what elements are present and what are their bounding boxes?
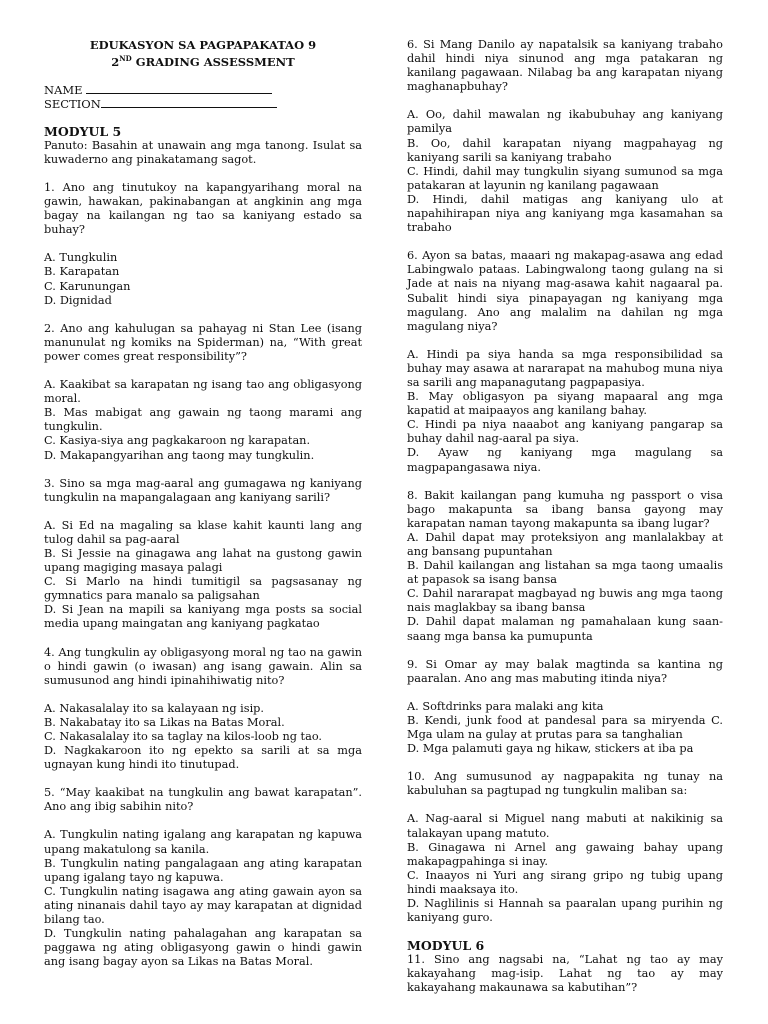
- choice-d: D. Naglilinis si Hannah sa paaralan upang purihin ng kaniyang guro.: [407, 896, 723, 925]
- module-6-heading: MODYUL 6: [407, 938, 485, 954]
- choice-d: D. Mga palamuti gaya ng hikaw, stickers at iba pa: [407, 742, 694, 756]
- question-1: [44, 181, 362, 308]
- choice-b: B. May obligasyon pa siyang mapaaral ang mga kapatid at maipaayos ang kanilang bahay.: [407, 390, 723, 418]
- question-10: [407, 770, 723, 925]
- choice-c: C. Tungkulin nating isagawa ang ating gawain ayon sa ating ninanais dahil tayo ay may karapatan at dignidad bilang tao.: [44, 884, 362, 927]
- choice-a: A. Tungkulin nating igalang ang karapatan ng kapuwa upang makatulong sa kanila.: [44, 828, 362, 856]
- question-11: [407, 953, 723, 995]
- choice-b: B. Mas mabigat ang gawain ng taong marami ang tungkulin.: [44, 406, 362, 434]
- question-text: 9. Si Omar ay may balak magtinda sa kantina ng paaralan. Ano ang mas mabuting itinda niya?: [407, 657, 723, 685]
- question-6-jade: [407, 249, 723, 474]
- choice-c: C. Hindi pa niya naaabot ang kaniyang pangarap sa buhay dahil nag-aaral pa siya.: [407, 418, 723, 446]
- document-title: EDUKASYON SA PAGPAPAKATAO 9: [89, 38, 317, 52]
- choice-d: D. Nagkakaroon ito ng epekto sa sarili at sa mga ugnayan kung hindi ito tinutupad.: [44, 744, 362, 772]
- question-text: 4. Ang tungkulin ay obligasyong moral ng tao na gawin o hindi gawin (o iwasan) ang isang gawain. Alin sa sumusunod ang hindi ipinahihiwatig nito?: [44, 645, 362, 687]
- question-5: [44, 786, 362, 969]
- section-line[interactable]: [101, 97, 277, 108]
- section-label: SECTION: [44, 96, 101, 111]
- choice-a: A. Nakasalalay ito sa kalayaan ng isip.: [44, 701, 265, 715]
- choice-c: C. Hindi, dahil may tungkulin siyang sumunod sa mga patakaran at layunin ng kanilang pagawaan: [407, 164, 723, 192]
- choice-c: C. Dahil nararapat magbayad ng buwis ang mga taong nais maglakbay sa ibang bansa: [407, 587, 723, 615]
- choice-d: D. Dignidad: [44, 293, 112, 307]
- question-3: [44, 477, 362, 632]
- question-text: 10. Ang sumusunod ay nagpapakita ng tunay na kabuluhan sa pagtupad ng tungkulin maliban sa:: [407, 770, 723, 798]
- choice-b: B. Si Jessie na ginagawa ang lahat na gustong gawin upang magiging masaya palagi: [44, 546, 362, 575]
- choice-b: B. Oo, dahil karapatan niyang magpahayag ng kaniyang sarili sa kaniyang trabaho: [407, 136, 723, 164]
- choice-c: C. Inaayos ni Yuri ang sirang gripo ng tubig upang hindi maaksaya ito.: [407, 868, 723, 896]
- choice-d: D. Si Jean na mapili sa kaniyang mga posts sa social media upang maingatan ang kaniyang pagkatao: [44, 603, 362, 631]
- choice-a: A. Hindi pa siya handa sa mga responsibilidad sa buhay may asawa at nararapat na mahubog muna niya sa sarili ang mapanagutang pagpapasiya.: [407, 347, 723, 389]
- instructions: [44, 139, 362, 167]
- choice-a: A. Softdrinks para malaki ang kita: [407, 699, 604, 713]
- subtitle-number: 2: [111, 54, 120, 69]
- choice-b: B. Karapatan: [44, 265, 120, 279]
- choice-d: D. Dahil dapat malaman ng pamahalaan kung saan-saang mga bansa ka pumupunta: [407, 615, 723, 643]
- name-label: NAME: [44, 82, 83, 97]
- choice-a: A. Dahil dapat may proteksiyon ang manlalakbay at ang bansang pupuntahan: [407, 530, 723, 558]
- document-subtitle: [44, 52, 362, 69]
- left-column: [44, 38, 362, 969]
- choice-d: D. Hindi, dahil matigas ang kaniyang ulo at napahihirapan niya ang kaniyang mga kasamahan sa trabaho: [407, 192, 723, 235]
- choice-a: A. Si Ed na magaling sa klase kahit kaunti lang ang tulog dahil sa pag-aaral: [44, 518, 362, 546]
- module-5-heading: MODYUL 5: [44, 123, 122, 139]
- choice-c: C. Karunungan: [44, 279, 131, 293]
- subtitle-ordinal: ND: [119, 54, 132, 63]
- choice-b: B. Dahil kailangan ang listahan sa mga taong umaalis at papasok sa isang bansa: [407, 559, 723, 587]
- choice-d: D. Tungkulin nating pahalagahan ang karapatan sa paggawa ng ating obligasyong gawin o hindi gawin ang isang bagay ayon sa Likas na Batas Moral.: [44, 927, 362, 969]
- question-text: 1. Ano ang tinutukoy na kapangyarihang moral na gawin, hawakan, pakinabangan at angkinin ang mga bagay na kailangan ng tao sa kaniyang estado sa buhay?: [44, 181, 362, 237]
- right-column: [407, 38, 723, 995]
- question-text: 2. Ano ang kahulugan sa pahayag ni Stan Lee (isang manunulat ng komiks na Spiderman) na, “With great power comes great responsibility”?: [44, 321, 362, 363]
- choice-d: D. Makapangyarihan ang taong may tungkulin.: [44, 448, 315, 462]
- instructions-text: Panuto: Basahin at unawain ang mga tanong. Isulat sa kuwaderno ang pinakatamang sagot.: [44, 138, 362, 166]
- question-8: [407, 489, 723, 644]
- choice-b-c: B. Kendi, junk food at pandesal para sa miryenda C. Mga ulam na gulay at prutas para sa tanghalian: [407, 713, 723, 742]
- choice-a: A. Kaakibat sa karapatan ng isang tao ang obligasyong moral.: [44, 378, 362, 406]
- question-text: 6. Si Mang Danilo ay napatalsik sa kaniyang trabaho dahil hindi niya sinunod ang mga patakaran ng kanilang pagawaan. Nilabag ba ang karapatan niyang maghanapbuhay?: [407, 38, 723, 94]
- choice-b: B. Ginagawa ni Arnel ang gawaing bahay upang makapagpahinga si inay.: [407, 840, 723, 868]
- question-2: [44, 322, 362, 463]
- choice-c: C. Nakasalalay ito sa taglay na kilos-loob ng tao.: [44, 730, 323, 744]
- choice-b: B. Tungkulin nating pangalagaan ang ating karapatan upang igalang tayo ng kapuwa.: [44, 856, 362, 884]
- question-text: 5. “May kaakibat na tungkulin ang bawat karapatan”. Ano ang ibig sabihin nito?: [44, 786, 362, 814]
- choice-c: C. Kasiya-siya ang pagkakaroon ng karapatan.: [44, 434, 311, 448]
- choice-a: A. Oo, dahil mawalan ng ikabubuhay ang kaniyang pamilya: [407, 108, 723, 136]
- question-6-danilo: [407, 38, 723, 235]
- question-text: 6. Ayon sa batas, maaari ng makapag-asawa ang edad Labingwalo pataas. Labingwalong taong gulang na si Jade at nais na niyang mag-asawa kahit nagaaral pa. Subalit hindi siya pinapayagan ng kaniyang mga magulang. Ano ang malalim na dahilan ng mga magulang niya?: [407, 249, 723, 333]
- question-text: 8. Bakit kailangan pang kumuha ng passport o visa bago makapunta sa ibang bansa gayong may karapatan naman tayong makapunta sa ibang lugar?: [407, 488, 723, 530]
- question-text: 11. Sino ang nagsabi na, “Lahat ng tao ay may kakayahang mag-isip. Lahat ng tao ay may kakayahang makaunawa sa kabutihan”?: [407, 953, 723, 995]
- section-field[interactable]: [44, 97, 362, 111]
- subtitle-text: GRADING ASSESSMENT: [131, 54, 295, 69]
- choice-b: B. Nakabatay ito sa Likas na Batas Moral.: [44, 715, 285, 729]
- name-field[interactable]: [44, 83, 362, 97]
- choice-c: C. Si Marlo na hindi tumitigil sa pagsasanay ng gymnatics para manalo sa paligsahan: [44, 575, 362, 603]
- question-9: [407, 658, 723, 757]
- choice-a: A. Nag-aaral si Miguel nang mabuti at nakikinig sa talakayan upang matuto.: [407, 812, 723, 840]
- choice-a: A. Tungkulin: [44, 251, 118, 265]
- question-text: 3. Sino sa mga mag-aaral ang gumagawa ng kaniyang tungkulin na mapangalagaan ang kaniyang sarili?: [44, 476, 362, 504]
- question-4: [44, 646, 362, 773]
- name-line[interactable]: [86, 83, 272, 94]
- choice-d: D. Ayaw ng kaniyang mga magulang sa magpapangasawa niya.: [407, 446, 723, 474]
